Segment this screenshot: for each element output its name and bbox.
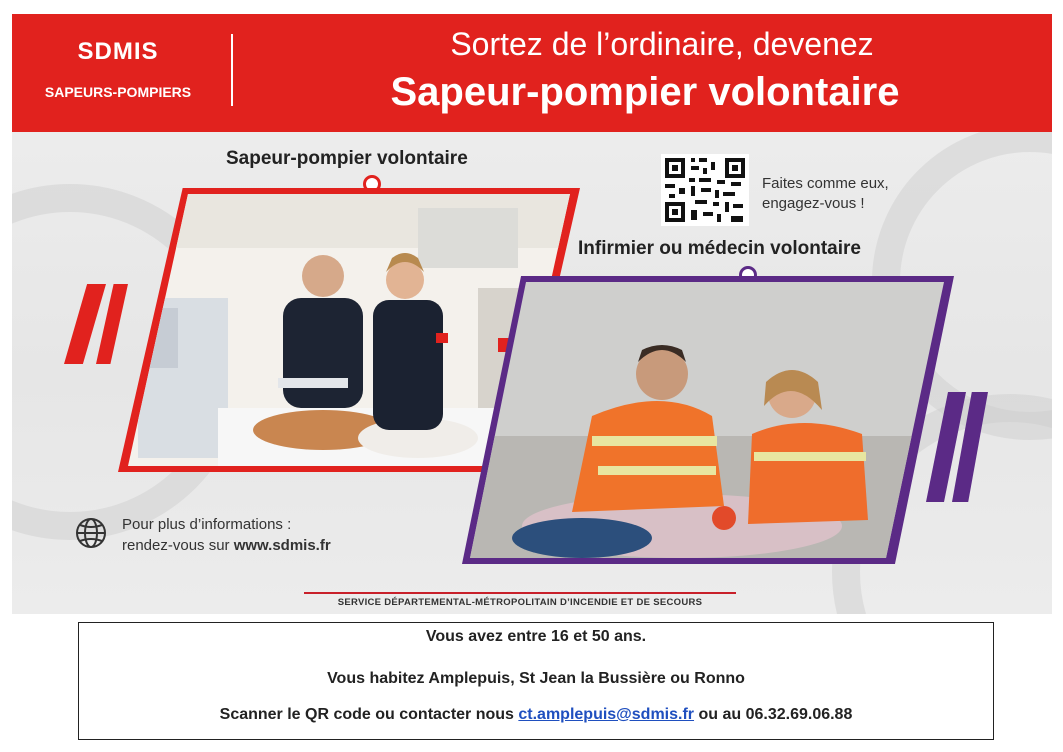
headline-line2: Sapeur-pompier volontaire [390, 70, 900, 114]
brand-name: SDMIS [77, 38, 159, 65]
footer-rule [304, 592, 736, 594]
notice-line3 [79, 706, 993, 724]
info-line1: Pour plus d’informations : [122, 516, 292, 533]
qr-code-icon[interactable] [661, 154, 749, 226]
brand-block [12, 38, 224, 100]
qr-caption-line1: Faites comme eux, [762, 175, 889, 192]
section-label-spv: Sapeur-pompier volontaire [226, 148, 468, 169]
section-label-medical: Infirmier ou médecin volontaire [578, 238, 861, 259]
photo-medical-illustration [462, 276, 954, 564]
globe-graphic [74, 516, 108, 550]
qr-caption [762, 174, 889, 214]
footer-text: SERVICE DÉPARTEMENTAL-MÉTROPOLITAIN D’INCENDIE ET DE SECOURS [337, 597, 703, 608]
info-line2 [122, 535, 331, 556]
photo-medical-intervention [462, 276, 954, 564]
notice-line3-suffix: ou au 06.32.69.06.88 [694, 706, 853, 723]
brand-separator [231, 34, 233, 106]
globe-icon [74, 516, 108, 550]
notice-line3-prefix: Scanner le QR code ou contacter nous [219, 706, 519, 723]
info-text [122, 514, 331, 556]
notice-line1: Vous avez entre 16 et 50 ans. [425, 628, 647, 645]
qr-code-graphic [661, 154, 749, 226]
brand-subtitle: SAPEURS-POMPIERS [44, 84, 192, 100]
email-link[interactable]: ct.amplepuis@sdmis.fr [518, 706, 695, 723]
headline-line1: Sortez de l’ordinaire, devenez [450, 26, 874, 62]
recruitment-poster [12, 14, 1052, 614]
qr-caption-line2: engagez-vous ! [762, 195, 865, 212]
notice-line2: Vous habitez Amplepuis, St Jean la Bussière ou Ronno [327, 670, 745, 687]
info-line2-prefix: rendez-vous sur [122, 537, 234, 554]
notice-box [78, 622, 994, 740]
website-link[interactable]: www.sdmis.fr [233, 537, 331, 554]
header-banner [12, 14, 1052, 132]
